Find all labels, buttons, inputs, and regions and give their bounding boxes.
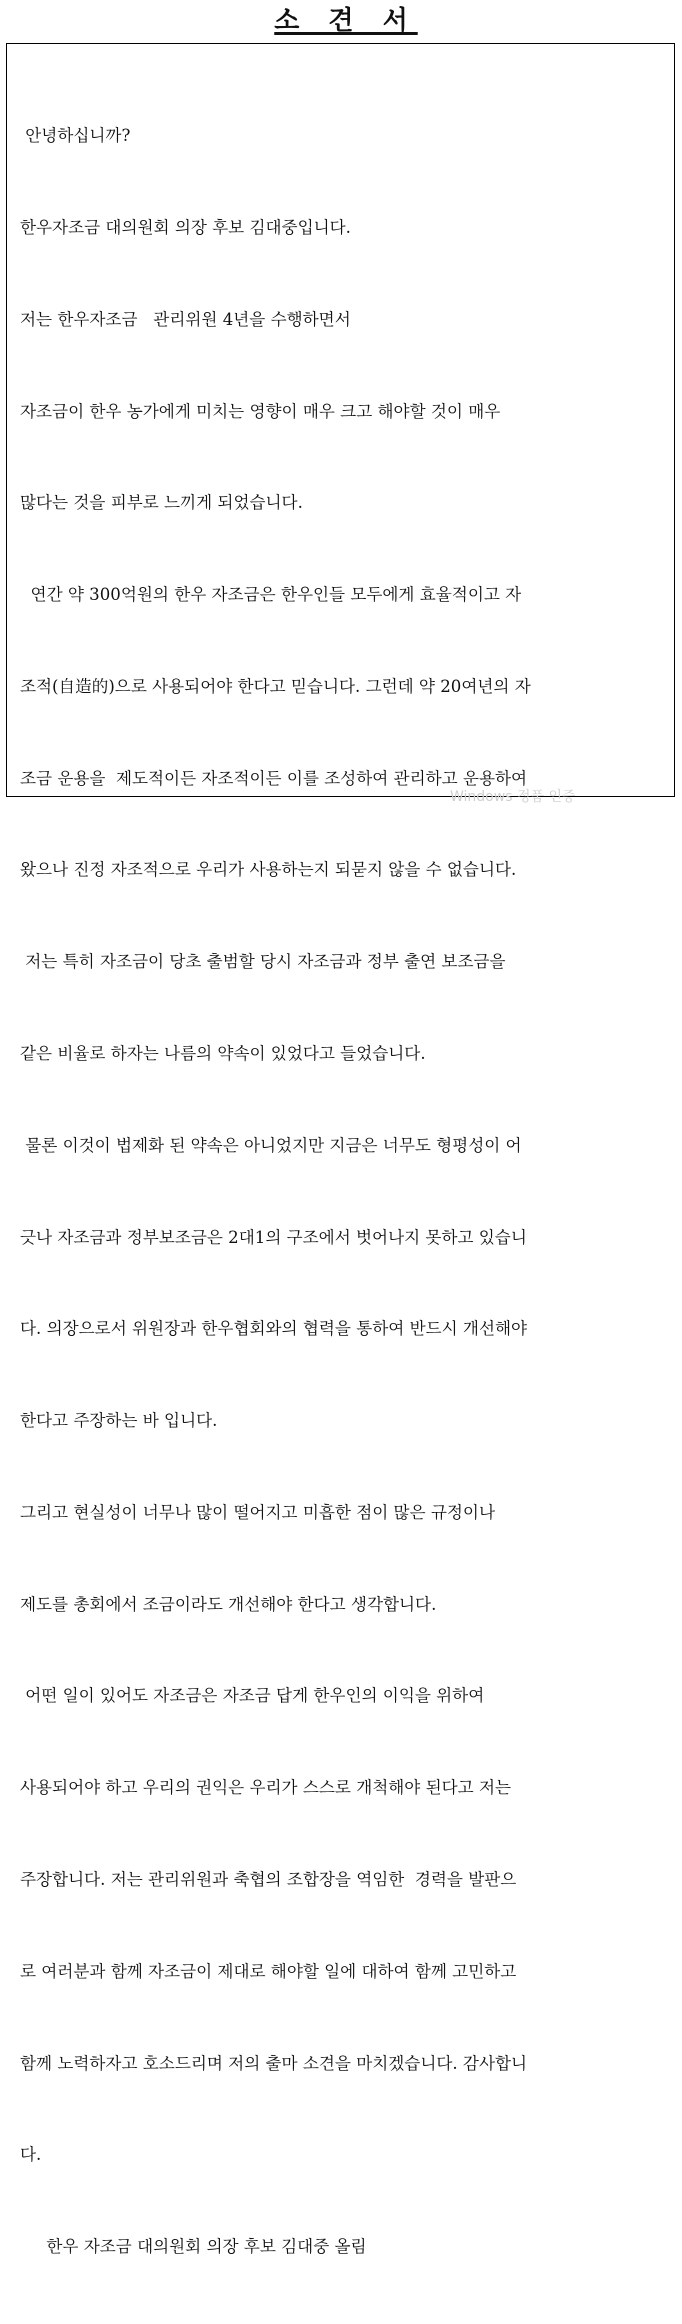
body-line: 주장합니다. 저는 관리위원과 축협의 조합장을 역임한 경력을 발판으	[20, 1870, 517, 1890]
body-line: 저는 한우자조금 관리위원 4년을 수행하면서	[20, 309, 351, 329]
body-line: 연간 약 300억원의 한우 자조금은 한우인들 모두에게 효율적이고 자	[20, 585, 522, 605]
document-frame	[6, 43, 675, 2257]
body-line: 저는 특히 자조금이 당초 출범할 당시 자조금과 정부 출연 보조금을	[20, 952, 506, 972]
document-body	[20, 60, 668, 2324]
body-line: 긋나 자조금과 정부보조금은 2대1의 구조에서 벗어나지 못하고 있습니	[20, 1227, 527, 1247]
body-line: 로 여러분과 함께 자조금이 제대로 해야할 일에 대하여 함께 고민하고	[20, 1961, 517, 1981]
body-line: 조적(自造的)으로 사용되어야 한다고 믿습니다. 그런데 약 20여년의 자	[20, 676, 531, 696]
body-line: 다.	[20, 2145, 42, 2165]
windows-activation-watermark: Windows 정품 인증	[450, 789, 576, 805]
body-line: 물론 이것이 법제화 된 약속은 아니었지만 지금은 너무도 형평성이 어	[20, 1135, 522, 1155]
body-line: 조금 운용을 제도적이든 자조적이든 이를 조성하여 관리하고 운용하여	[20, 768, 528, 788]
body-line: 다. 의장으로서 위원장과 한우협회와의 협력을 통하여 반드시 개선해야	[20, 1319, 528, 1339]
greeting-line: 안녕하십니까?	[20, 126, 131, 146]
body-line: 함께 노력하자고 호소드리며 저의 출마 소견을 마치겠습니다. 감사합니	[20, 2053, 528, 2073]
body-line: 어떤 일이 있어도 자조금은 자조금 답게 한우인의 이익을 위하여	[20, 1686, 485, 1706]
body-line: 제도를 총회에서 조금이라도 개선해야 한다고 생각합니다.	[20, 1594, 437, 1614]
body-line: 왔으나 진정 자조적으로 우리가 사용하는지 되묻지 않을 수 없습니다.	[20, 860, 517, 880]
body-line: 사용되어야 하고 우리의 권익은 우리가 스스로 개척해야 된다고 저는	[20, 1778, 512, 1798]
signature-line: 한우 자조금 대의원회 의장 후보 김대중 올림	[20, 2237, 367, 2257]
body-line: 많다는 것을 피부로 느끼게 되었습니다.	[20, 493, 303, 513]
body-line: 같은 비율로 하자는 나름의 약속이 있었다고 들었습니다.	[20, 1044, 426, 1063]
body-line: 한다고 주장하는 바 입니다.	[20, 1411, 218, 1431]
document-title-text: 소 견 서	[274, 6, 418, 36]
body-line: 한우자조금 대의원회 의장 후보 김대중입니다.	[20, 217, 351, 237]
body-line: 그리고 현실성이 너무나 많이 떨어지고 미흡한 점이 많은 규정이나	[20, 1502, 495, 1522]
document-title	[0, 4, 682, 38]
body-line: 자조금이 한우 농가에게 미치는 영향이 매우 크고 해야할 것이 매우	[20, 401, 501, 421]
